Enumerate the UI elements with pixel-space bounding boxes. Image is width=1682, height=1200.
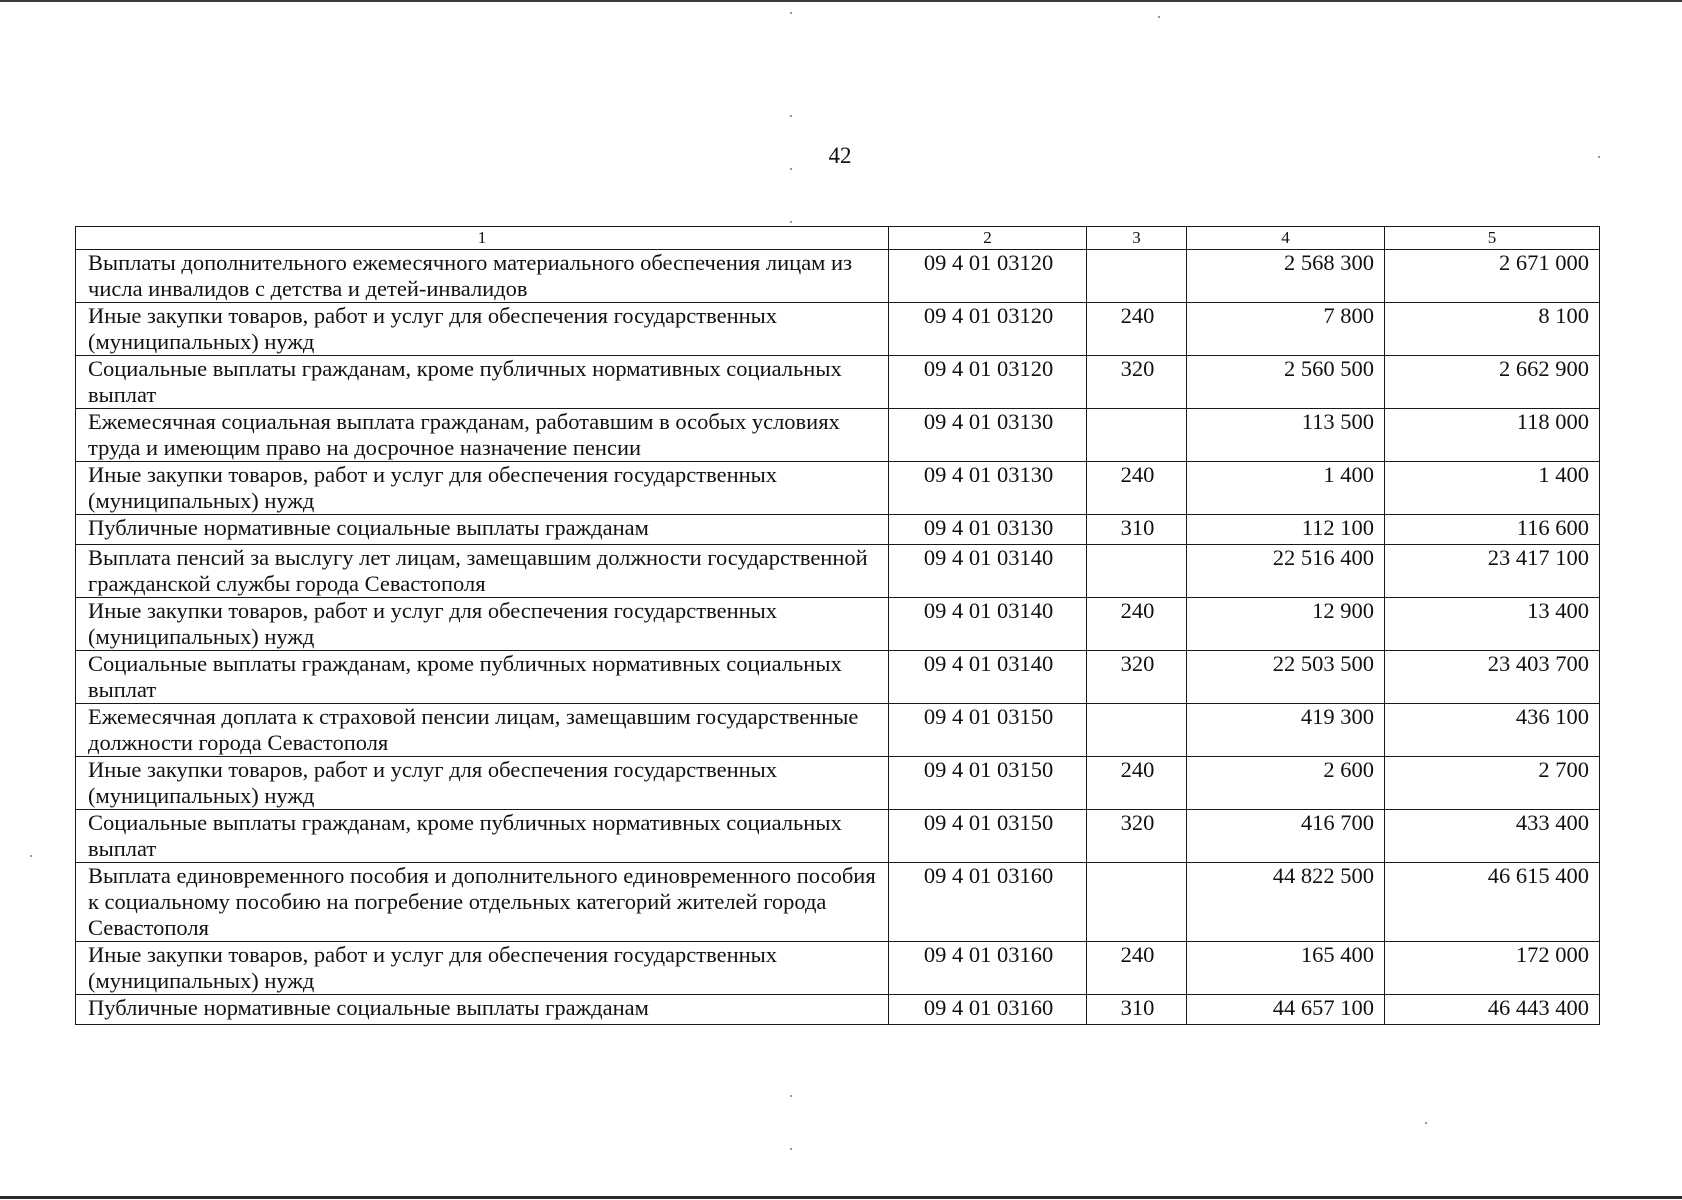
scan-speck: [790, 1095, 792, 1097]
row-amount-col4: 112 100: [1187, 515, 1385, 545]
row-amount-col4: 2 600: [1187, 757, 1385, 810]
scan-speck: [1158, 16, 1160, 18]
column-number-row: [76, 227, 1600, 250]
column-header-5: 5: [1385, 227, 1600, 250]
row-expense-type: [1087, 250, 1187, 303]
row-amount-col5: 433 400: [1385, 810, 1600, 863]
row-target-code: 09 4 01 03150: [889, 810, 1087, 863]
row-description: Иные закупки товаров, работ и услуг для обеспечения государственных (муниципальных) нужд: [76, 462, 889, 515]
budget-table: [75, 226, 1600, 1025]
row-amount-col4: 416 700: [1187, 810, 1385, 863]
scan-speck: [790, 221, 792, 223]
row-expense-type: [1087, 409, 1187, 462]
scan-speck: [790, 115, 792, 117]
column-header-2: 2: [889, 227, 1087, 250]
scan-speck: [30, 855, 32, 857]
row-amount-col4: 2 560 500: [1187, 356, 1385, 409]
table-row: [76, 995, 1600, 1025]
row-description: Выплаты дополнительного ежемесячного материального обеспечения лицам из числа инвалидов с детства и детей-инвалидов: [76, 250, 889, 303]
page-number: 42: [828, 143, 852, 168]
row-amount-col5: 116 600: [1385, 515, 1600, 545]
scan-speck: [790, 12, 792, 14]
table-row: [76, 409, 1600, 462]
row-amount-col5: 172 000: [1385, 942, 1600, 995]
row-target-code: 09 4 01 03130: [889, 409, 1087, 462]
table-row: [76, 545, 1600, 598]
row-expense-type: 310: [1087, 995, 1187, 1025]
scan-speck: [790, 168, 792, 170]
row-description: Иные закупки товаров, работ и услуг для обеспечения государственных (муниципальных) нужд: [76, 598, 889, 651]
row-target-code: 09 4 01 03160: [889, 995, 1087, 1025]
table-row: [76, 462, 1600, 515]
row-expense-type: 310: [1087, 515, 1187, 545]
row-expense-type: 240: [1087, 942, 1187, 995]
row-target-code: 09 4 01 03160: [889, 863, 1087, 942]
row-amount-col5: 13 400: [1385, 598, 1600, 651]
row-amount-col4: 2 568 300: [1187, 250, 1385, 303]
row-description: Ежемесячная доплата к страховой пенсии лицам, замещавшим государственные должности города Севастополя: [76, 704, 889, 757]
table-row: [76, 356, 1600, 409]
row-target-code: 09 4 01 03120: [889, 250, 1087, 303]
row-description: Социальные выплаты гражданам, кроме публичных нормативных социальных выплат: [76, 651, 889, 704]
row-target-code: 09 4 01 03140: [889, 545, 1087, 598]
row-description: Социальные выплаты гражданам, кроме публичных нормативных социальных выплат: [76, 810, 889, 863]
row-target-code: 09 4 01 03130: [889, 462, 1087, 515]
row-expense-type: 240: [1087, 462, 1187, 515]
column-header-3: 3: [1087, 227, 1187, 250]
scan-speck: [1425, 1122, 1427, 1124]
row-amount-col4: 1 400: [1187, 462, 1385, 515]
row-description: Социальные выплаты гражданам, кроме публичных нормативных социальных выплат: [76, 356, 889, 409]
scan-speck: [1598, 156, 1600, 158]
row-description: Публичные нормативные социальные выплаты гражданам: [76, 515, 889, 545]
row-target-code: 09 4 01 03140: [889, 598, 1087, 651]
row-amount-col5: 2 671 000: [1385, 250, 1600, 303]
row-amount-col4: 44 657 100: [1187, 995, 1385, 1025]
row-amount-col4: 419 300: [1187, 704, 1385, 757]
row-expense-type: 240: [1087, 303, 1187, 356]
row-amount-col5: 8 100: [1385, 303, 1600, 356]
row-target-code: 09 4 01 03160: [889, 942, 1087, 995]
row-amount-col5: 23 403 700: [1385, 651, 1600, 704]
row-amount-col4: 22 516 400: [1187, 545, 1385, 598]
row-amount-col5: 46 443 400: [1385, 995, 1600, 1025]
row-expense-type: 320: [1087, 810, 1187, 863]
table-row: [76, 863, 1600, 942]
row-expense-type: [1087, 704, 1187, 757]
row-description: Иные закупки товаров, работ и услуг для обеспечения государственных (муниципальных) нужд: [76, 303, 889, 356]
scan-bottom-edge: [0, 1196, 1682, 1199]
row-amount-col5: 436 100: [1385, 704, 1600, 757]
row-target-code: 09 4 01 03120: [889, 356, 1087, 409]
row-amount-col5: 2 700: [1385, 757, 1600, 810]
row-description: Выплата единовременного пособия и дополнительного единовременного пособия к социальному пособию на погребение отдельных категорий жителей города Севастополя: [76, 863, 889, 942]
row-amount-col5: 2 662 900: [1385, 356, 1600, 409]
row-expense-type: [1087, 863, 1187, 942]
row-target-code: 09 4 01 03150: [889, 704, 1087, 757]
table-row: [76, 250, 1600, 303]
row-amount-col4: 12 900: [1187, 598, 1385, 651]
column-header-1: 1: [76, 227, 889, 250]
table-row: [76, 515, 1600, 545]
row-amount-col5: 46 615 400: [1385, 863, 1600, 942]
scan-speck: [790, 1148, 792, 1150]
row-expense-type: [1087, 545, 1187, 598]
row-description: Иные закупки товаров, работ и услуг для обеспечения государственных (муниципальных) нужд: [76, 757, 889, 810]
row-target-code: 09 4 01 03120: [889, 303, 1087, 356]
row-amount-col5: 23 417 100: [1385, 545, 1600, 598]
column-header-4: 4: [1187, 227, 1385, 250]
row-amount-col5: 1 400: [1385, 462, 1600, 515]
row-amount-col4: 22 503 500: [1187, 651, 1385, 704]
row-amount-col4: 7 800: [1187, 303, 1385, 356]
row-description: Выплата пенсий за выслугу лет лицам, замещавшим должности государственной гражданской службы города Севастополя: [76, 545, 889, 598]
table-row: [76, 598, 1600, 651]
table-row: [76, 810, 1600, 863]
row-expense-type: 320: [1087, 356, 1187, 409]
row-target-code: 09 4 01 03140: [889, 651, 1087, 704]
row-expense-type: 240: [1087, 757, 1187, 810]
table-row: [76, 303, 1600, 356]
row-description: Ежемесячная социальная выплата гражданам, работавшим в особых условиях труда и имеющим право на досрочное назначение пенсии: [76, 409, 889, 462]
row-amount-col4: 165 400: [1187, 942, 1385, 995]
row-amount-col4: 44 822 500: [1187, 863, 1385, 942]
budget-table-body: [76, 227, 1600, 1025]
row-expense-type: 320: [1087, 651, 1187, 704]
table-row: [76, 651, 1600, 704]
table-row: [76, 942, 1600, 995]
row-amount-col5: 118 000: [1385, 409, 1600, 462]
row-expense-type: 240: [1087, 598, 1187, 651]
row-description: Иные закупки товаров, работ и услуг для обеспечения государственных (муниципальных) нужд: [76, 942, 889, 995]
row-target-code: 09 4 01 03150: [889, 757, 1087, 810]
row-amount-col4: 113 500: [1187, 409, 1385, 462]
scan-top-edge: [0, 0, 1682, 2]
row-description: Публичные нормативные социальные выплаты гражданам: [76, 995, 889, 1025]
table-row: [76, 704, 1600, 757]
table-row: [76, 757, 1600, 810]
row-target-code: 09 4 01 03130: [889, 515, 1087, 545]
